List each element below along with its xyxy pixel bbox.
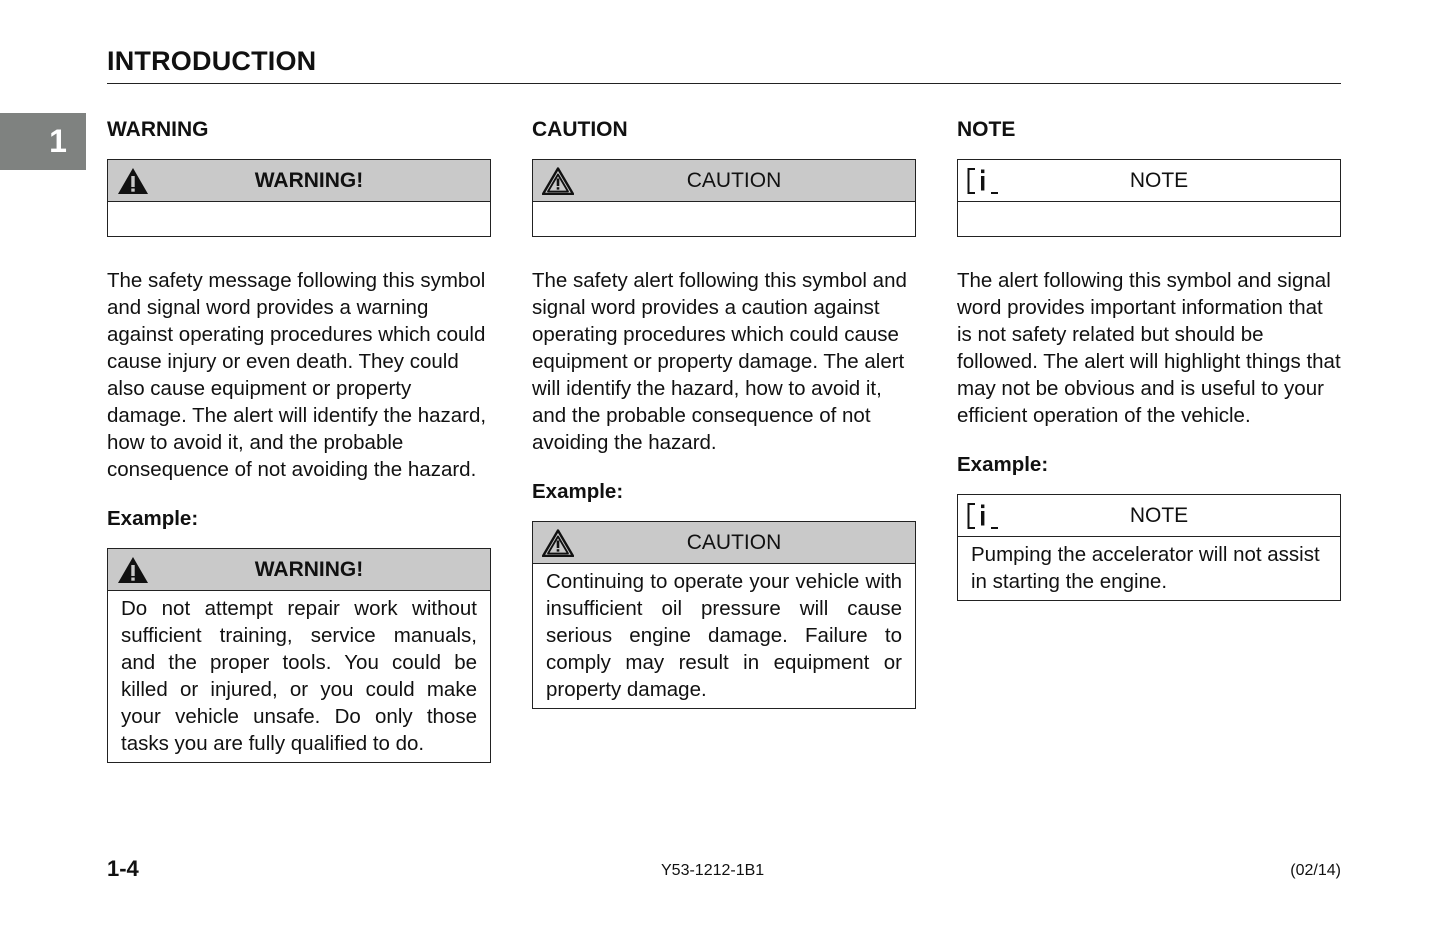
document-code: Y53-1212-1B1 xyxy=(661,862,765,879)
warning-triangle-icon xyxy=(117,167,149,195)
revision-date: (02/14) xyxy=(1290,862,1341,879)
column-heading: WARNING xyxy=(107,118,209,141)
signal-word: CAUTION xyxy=(686,530,782,554)
signal-word: WARNING! xyxy=(254,168,364,192)
signal-word: WARNING! xyxy=(254,557,364,581)
example-label: Example: xyxy=(107,507,199,530)
example-label: Example: xyxy=(957,453,1049,476)
caution-triangle-icon xyxy=(542,167,574,195)
caution-triangle-icon xyxy=(542,529,574,557)
signal-word: NOTE xyxy=(1129,503,1189,527)
caution-column xyxy=(532,116,916,709)
example-text: Pumping the accelerator will not assist in starting the engine. xyxy=(971,543,1320,593)
info-icon xyxy=(967,167,999,195)
warning-triangle-icon xyxy=(117,556,149,584)
alert-body xyxy=(533,202,915,236)
alert-header xyxy=(108,549,490,591)
description: The alert following this symbol and signal word provides important information that is not safety related but should be followed. The alert will highlight things that may not be obvious and is useful to your efficient operation of the vehicle. xyxy=(957,269,1341,427)
warning-column xyxy=(107,116,491,763)
example-text: Do not attempt repair work without sufficient training, service manuals, and the proper tools. You could be killed or injured, or you could make your vehicle unsafe. Do only those tasks you are fully qualified to do. xyxy=(121,597,477,755)
column-heading: CAUTION xyxy=(532,118,628,141)
caution-example-box xyxy=(532,521,916,709)
caution-sample-box xyxy=(532,159,916,237)
info-icon xyxy=(967,502,999,530)
chapter-tab: 1 xyxy=(0,113,86,170)
example-label: Example: xyxy=(532,480,624,503)
alert-body xyxy=(108,202,490,236)
description: The safety alert following this symbol and signal word provides a caution against operating procedures which could cause equipment or property damage. The alert will identify the hazard, how to avoid it, and the probable consequence of not avoiding the hazard. xyxy=(532,269,907,454)
warning-sample-box xyxy=(107,159,491,237)
alert-header xyxy=(958,495,1340,537)
note-example-box xyxy=(957,494,1341,601)
alert-header xyxy=(533,160,915,202)
title-divider xyxy=(107,83,1341,84)
note-sample-box xyxy=(957,159,1341,237)
page-title: INTRODUCTION xyxy=(107,46,317,76)
warning-example-box xyxy=(107,548,491,763)
alert-header xyxy=(108,160,490,202)
note-column xyxy=(957,116,1341,601)
example-text: Continuing to operate your vehicle with insufficient oil pressure will cause serious engine damage. Failure to comply may result in equipment or property damage. xyxy=(546,570,902,701)
signal-word: CAUTION xyxy=(686,168,782,192)
description: The safety message following this symbol and signal word provides a warning against operating procedures which could cause injury or even death. They could also cause equipment or property damage. The alert will identify the hazard, how to avoid it, and the probable consequence of not avoiding the hazard. xyxy=(107,269,487,481)
page-number: 1-4 xyxy=(107,856,139,881)
alert-header xyxy=(958,160,1340,202)
column-heading: NOTE xyxy=(957,118,1016,141)
alert-header xyxy=(533,522,915,564)
alert-body xyxy=(958,202,1340,236)
signal-word: NOTE xyxy=(1129,168,1189,192)
